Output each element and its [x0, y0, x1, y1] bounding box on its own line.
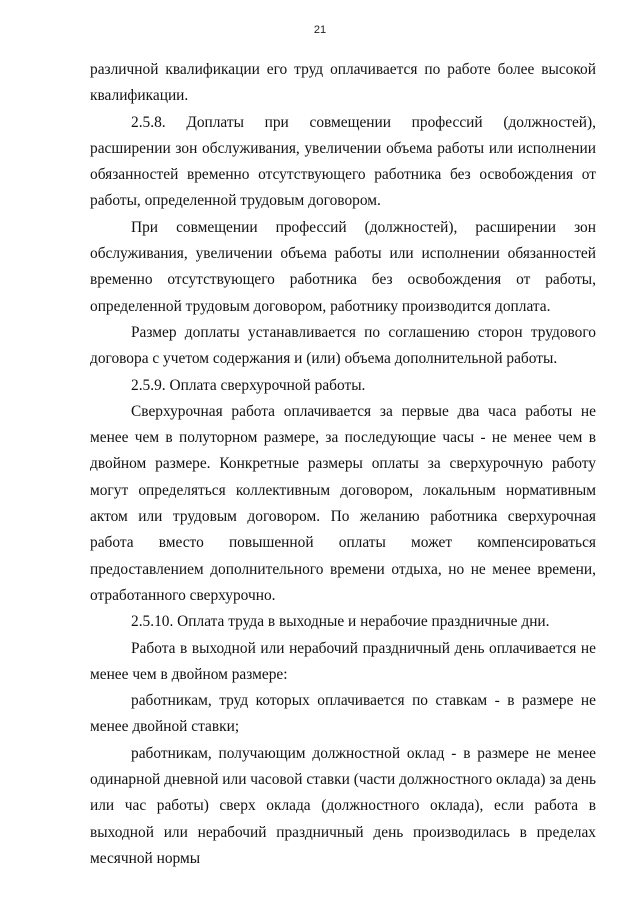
paragraph-2-5-9-heading: 2.5.9. Оплата сверхурочной работы. — [131, 376, 366, 394]
paragraph: Размер доплаты устанавливается по соглашению сторон трудового договора с учетом содержания и (или) объема дополнительной работы. — [90, 323, 596, 368]
body-text — [90, 57, 596, 872]
paragraph: работникам, труд которых оплачивается по ставкам - в размере не менее двойной ставки; — [90, 692, 596, 736]
paragraph-2-5-8-heading: 2.5.8. Доплаты при совмещении профессий (должностей), расширении зон обслуживания, увеличении объема работы или исполнении обязанностей временно отсутствующего работника без освобождения от работы, определенной трудовым договором. — [90, 113, 596, 210]
paragraph-continuation: различной квалификации его труд оплачивается по работе более высокой квалификации. — [90, 61, 596, 105]
paragraph: Сверхурочная работа оплачивается за первые два часа работы не менее чем в полуторном размере, за последующие часы - не менее чем в двойном размере. Конкретные размеры оплаты за сверхурочную работу могут определяться коллективным договором, локальным нормативным актом или трудовым договором. По желанию работника сверхурочная работа вместо повышенной оплаты может компенсироваться предоставлением дополнительного времени отдыха, но не менее времени, отработанного сверхурочно. — [90, 402, 596, 604]
paragraph: При совмещении профессий (должностей), расширении зон обслуживания, увеличении объема работы или исполнении обязанностей временно отсутствующего работника без освобождения от работы, определенной трудовым договором, работнику производится доплата. — [90, 218, 596, 315]
paragraph-2-5-10-heading: 2.5.10. Оплата труда в выходные и нерабочие праздничные дни. — [131, 613, 550, 631]
page-number: 21 — [313, 24, 327, 36]
paragraph: Работа в выходной или нерабочий праздничный день оплачивается не менее чем в двойном размере: — [90, 639, 596, 683]
paragraph: работникам, получающим должностной оклад - в размере не менее одинарной дневной или часовой ставки (части должностного оклада) за день или час работы) сверх оклада (должностного оклада), если работа в выходной или нерабочий праздничный день производилась в пределах месячной нормы — [90, 744, 596, 867]
